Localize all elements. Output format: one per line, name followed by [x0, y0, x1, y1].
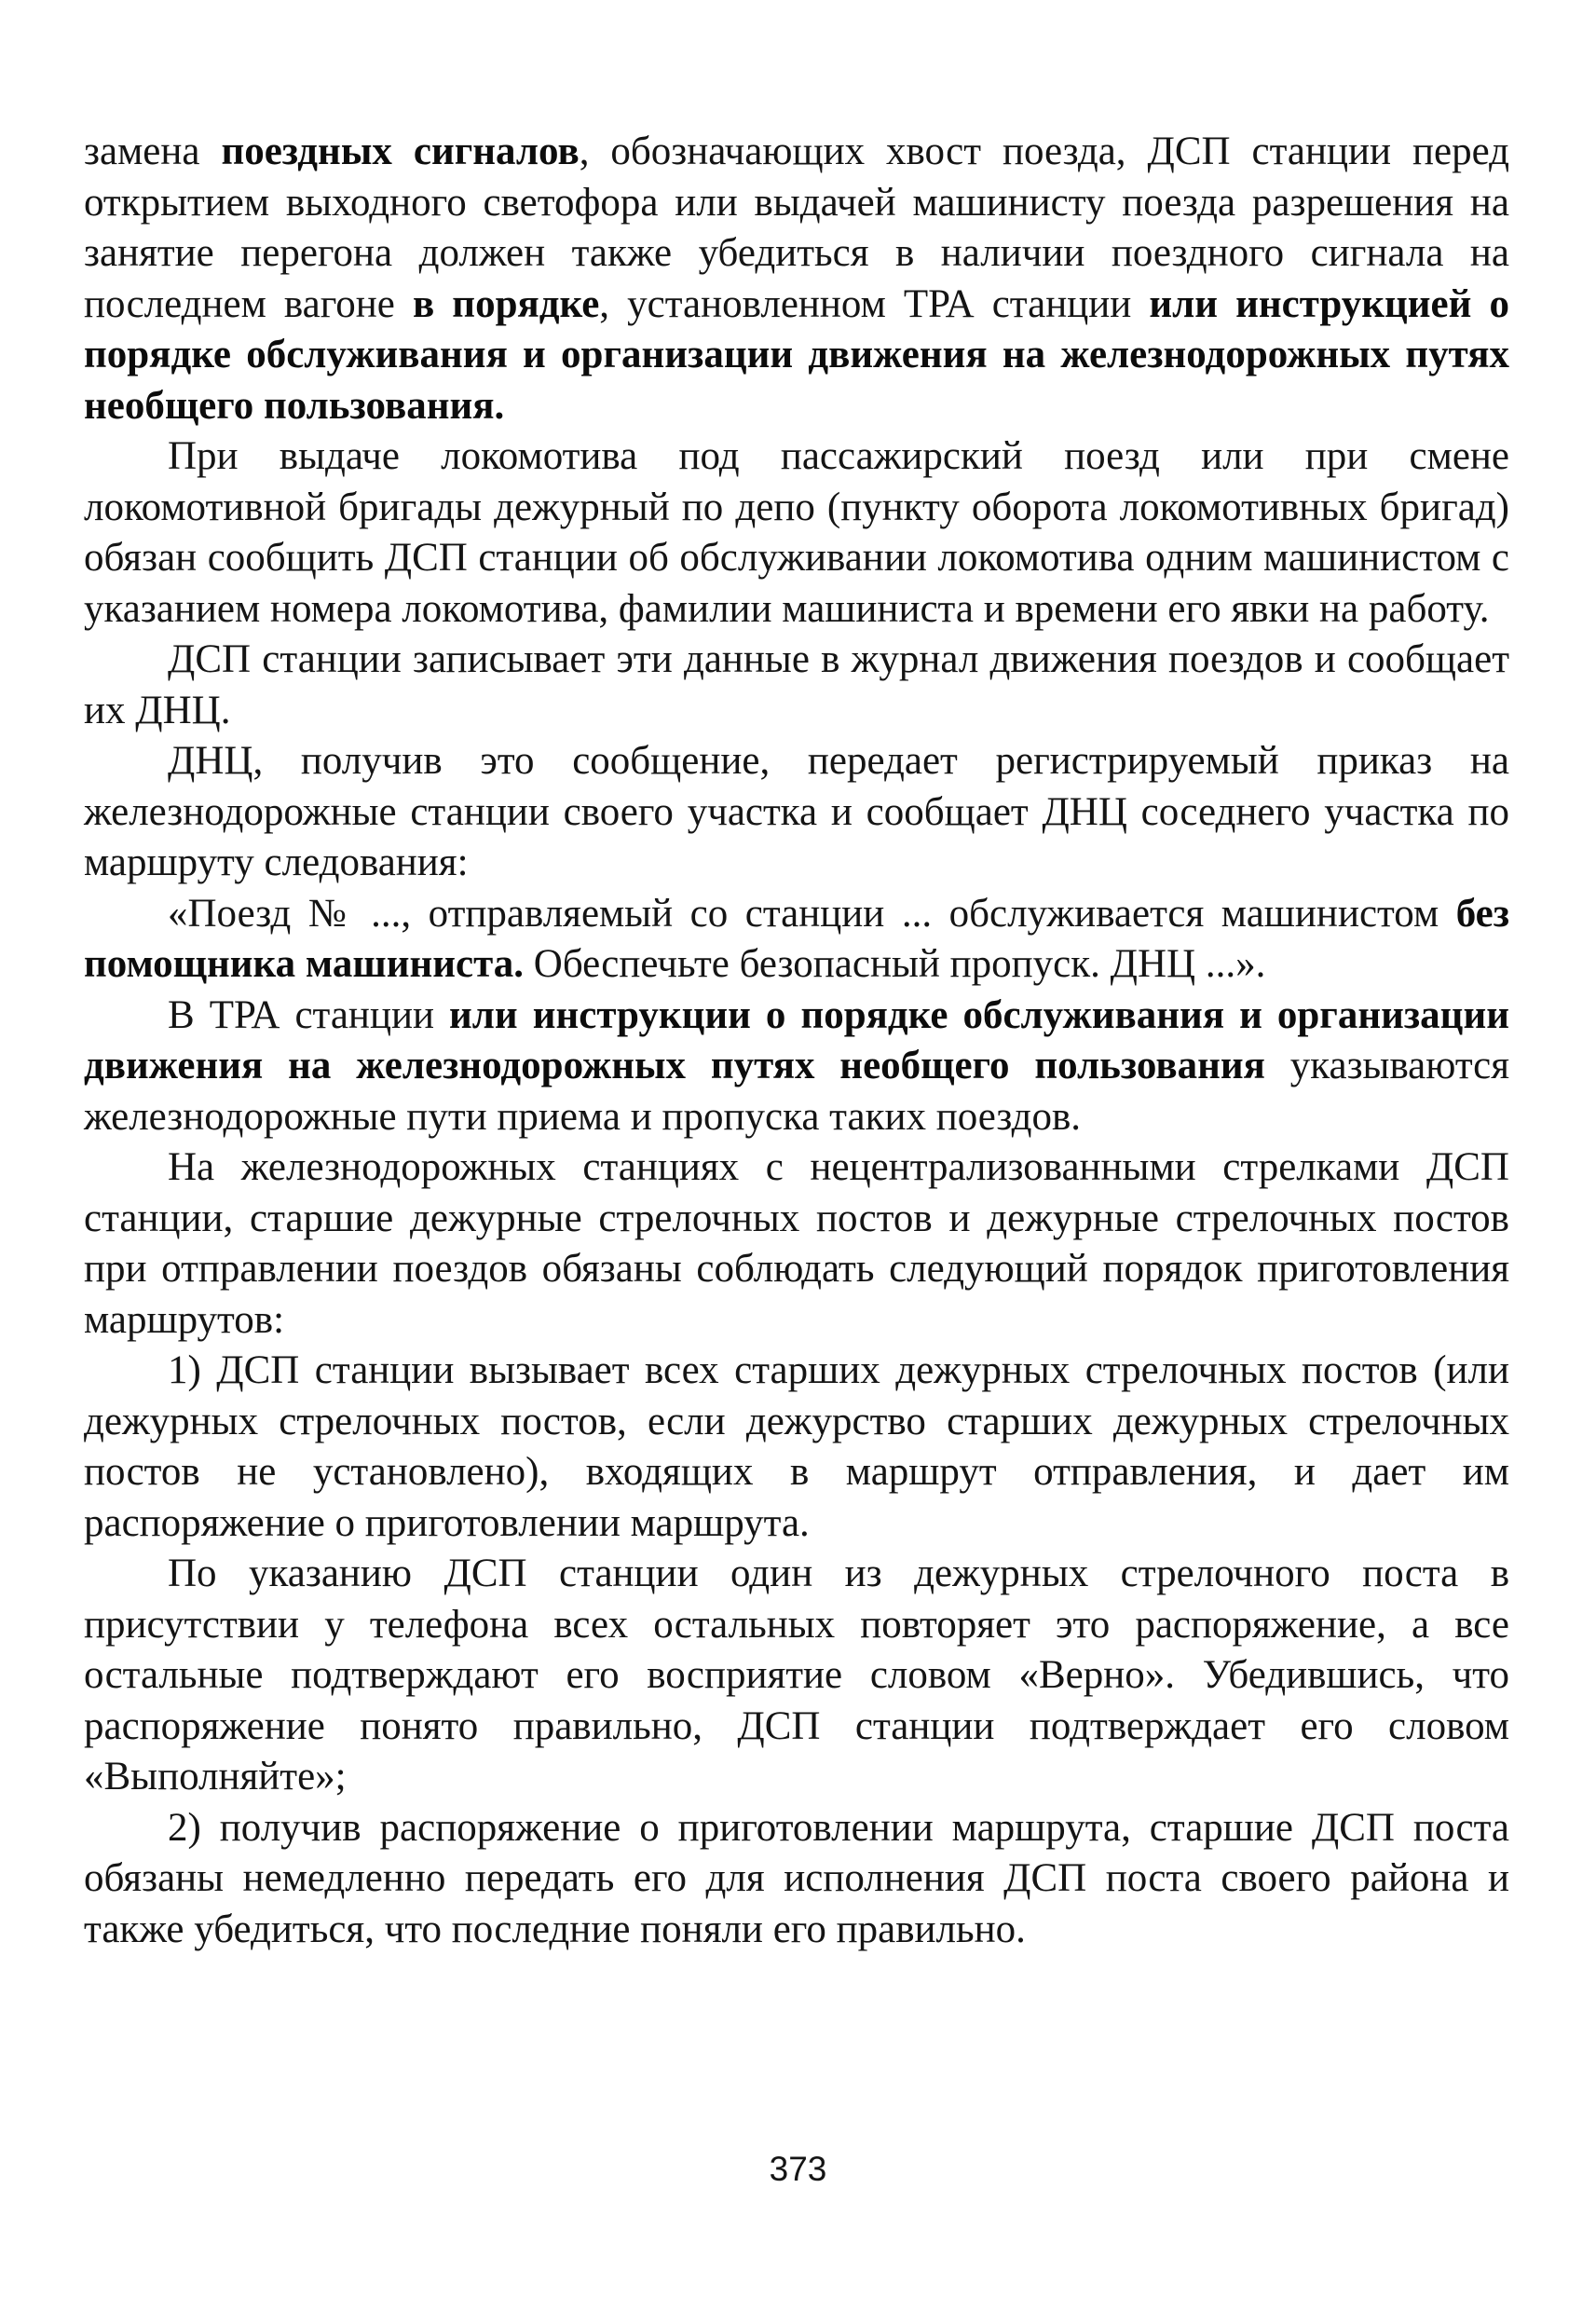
page-body — [84, 127, 1509, 1955]
paragraph-3 — [84, 635, 1509, 736]
bold-run: поездных сигналов — [221, 130, 580, 173]
paragraph-6 — [84, 991, 1509, 1143]
text-run: Обеспечьте безопасный пропуск. ДНЦ ...». — [524, 942, 1266, 986]
bold-run: в порядке — [412, 281, 600, 326]
text-run: ДСП станции записывает эти данные в журнал движения поездов и сообщает их ДНЦ. — [84, 637, 1509, 732]
paragraph-8 — [84, 1346, 1509, 1549]
paragraph-10 — [84, 1803, 1509, 1956]
text-run: 1) ДСП станции вызывает всех старших дежурных стрелочных постов (или дежурных стрелочных постов, если дежурство старших дежурных стрелочных постов не установлено), входящих в маршрут отправления, и дает им распоряжение о приготовлении маршрута. — [84, 1348, 1509, 1545]
text-run: замена — [84, 130, 222, 173]
text-run: ДНЦ, получив это сообщение, передает регистрируемый приказ на железнодорожные станции своего участка и сообщает ДНЦ соседнего участка по маршруту следования: — [84, 739, 1509, 884]
paragraph-5 — [84, 889, 1509, 991]
paragraph-1 — [84, 127, 1509, 431]
paragraph-2 — [84, 431, 1509, 635]
text-run: 2) получив распоряжение о приготовлении маршрута, старшие ДСП поста обязаны немедленно передать его для исполнения ДСП поста своего района и также убедиться, что последние поняли его правильно. — [84, 1805, 1509, 1951]
text-run: , установленном ТРА станции — [599, 281, 1150, 326]
text-run: «Поезд № ..., отправляемый со станции ... обслуживается машинистом — [168, 891, 1456, 936]
text-run: В ТРА станции — [168, 992, 449, 1037]
text-run: , обозначающих хвост поезда, ДСП станции перед открытием выходного светофора или выдачей машинисту поезда разрешения на занятие перегона должен также убедиться в наличии поездного сигнала на последнем вагоне — [84, 130, 1510, 326]
page-number: 373 — [769, 2150, 827, 2188]
text-run: указываются железнодорожные пути приема и пропуска таких поездов. — [84, 1044, 1509, 1139]
bold-run: или инструкцией о порядке обслуживания и организации движения на железнодорожных путях необщего пользования. — [84, 281, 1510, 428]
paragraph-4 — [84, 736, 1509, 889]
text-run: По указанию ДСП станции один из дежурных стрелочного поста в присутствии у телефона всех остальных повторяет это распоряжение, а все остальные подтверждают его восприятие словом «Верно». Убедившись, что распоряжение понято правильно, ДСП станции подтверждает его словом «Выполняйте»; — [84, 1552, 1509, 1798]
paragraph-7 — [84, 1142, 1509, 1346]
bold-run: без помощника машиниста. — [84, 891, 1509, 986]
bold-run: или инструкции о порядке обслуживания и организации движения на железнодорожных путях необщего пользования — [84, 992, 1509, 1087]
text-run: На железнодорожных станциях с нецентрализованными стрелками ДСП станции, старшие дежурные стрелочных постов и дежурные стрелочных постов при отправлении поездов обязаны соблюдать следующий порядок приготовления маршрутов: — [84, 1145, 1509, 1342]
paragraph-9 — [84, 1549, 1509, 1803]
text-run: При выдаче локомотива под пассажирский поезд или при смене локомотивной бригады дежурный по депо (пункту оборота локомотивных бригад) обязан сообщить ДСП станции об обслуживании локомотива одним машинистом с указанием номера локомотива, фамилии машиниста и времени его явки на работу. — [84, 434, 1509, 631]
